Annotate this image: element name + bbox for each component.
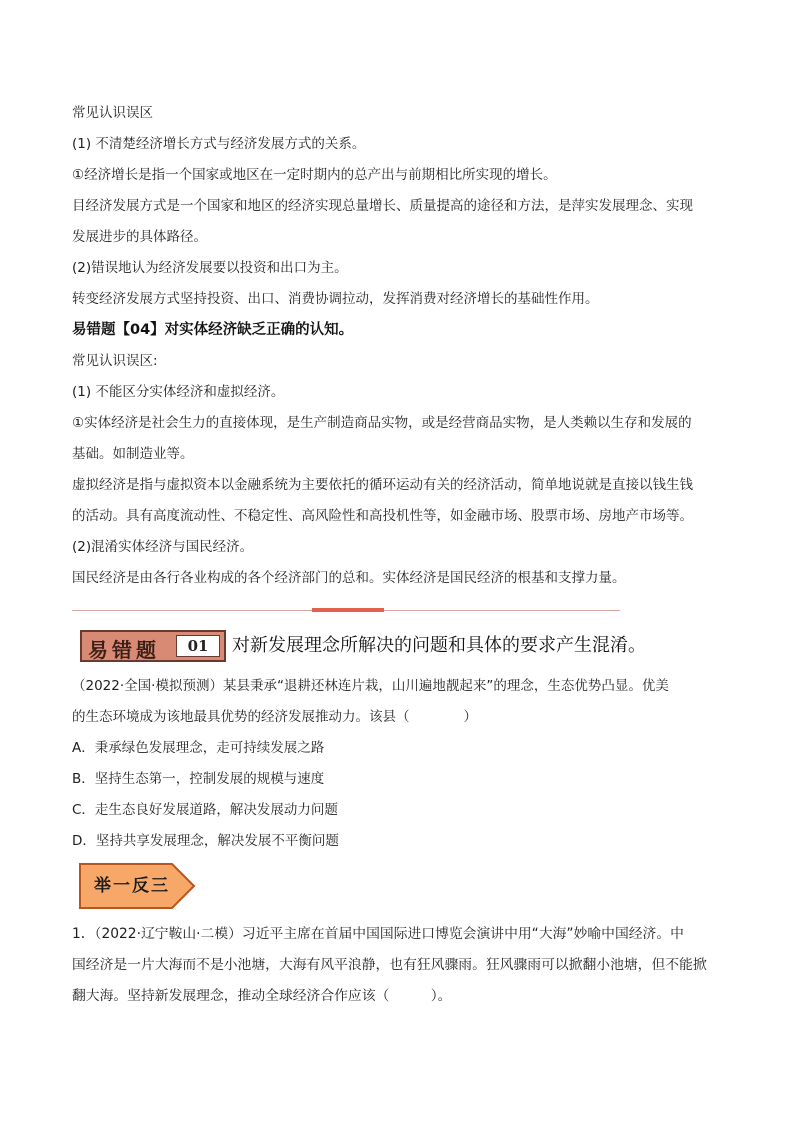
option-c: C．走生态良好发展道路，解决发展动力问题 [72,802,338,818]
practice-question-1a: 1．（2022·辽宁鞍山·二模）习近平主席在首届中国国际进口博览会演讲中用“大海”妙喻中国经济。中 [72,926,684,942]
section1-paragraph-3a: 目经济发展方式是一个国家和地区的经济实现总量增长、质量提高的途径和方法，是萍实发展理念、实现 [72,198,693,214]
question-stem-a: （2022·全国·模拟预测）某县秉承“退耕还林连片栽，山川遍地靓起来”的理念，生态优势凸显。优美 [72,678,669,694]
option-d: D．坚持共享发展理念，解决发展不平衡问题 [72,833,339,849]
section2-paragraph-3a: 虚拟经济是指与虚拟资本以金融系统为主要依托的循环运动有关的经济活动，简单地说就是直接以钱生钱 [72,477,693,493]
practice-question-1b: 国经济是一片大海而不是小池塘，大海有风平浪静，也有狂风骤雨。狂风骤雨可以掀翻小池塘，但不能掀 [72,957,707,973]
section2-point-2: (2)混淆实体经济与国民经济。 [72,539,254,555]
section2-title: 易错题【04】对实体经济缺乏正确的认知。 [72,322,354,338]
section1-point-1: (1) 不清楚经济增长方式与经济发展方式的关系。 [72,136,366,152]
section1-paragraph-3b: 发展进步的具体路径。 [72,229,207,245]
section2-point-1: (1) 不能区分实体经济和虚拟经济。 [72,384,285,400]
banner-number: 01 [176,635,220,657]
banner-label: 易错题 [88,638,160,662]
question-stem-b: 的生态环境成为该地最具优势的经济发展推动力。该县（ ） [72,709,477,725]
error-topic-banner [80,630,226,662]
section1-point-2: (2)错误地认为经济发展要以投资和出口为主。 [72,260,348,276]
section1-heading: 常见认识误区 [72,105,153,121]
option-a: A．秉承绿色发展理念，走可持续发展之路 [72,740,325,756]
section1-paragraph-5: 转变经济发展方式坚持投资、出口、消费协调拉动，发挥消费对经济增长的基础性作用。 [72,291,599,307]
section2-paragraph-2a: ①实体经济是社会生力的直接体现，是生产制造商品实物，或是经营商品实物，是人类赖以生存和发展的 [72,415,692,431]
option-b: B．坚持生态第一，控制发展的规模与速度 [72,771,325,787]
section2-paragraph-5: 国民经济是由各行各业构成的各个经济部门的总和。实体经济是国民经济的根基和支撑力量。 [72,570,626,586]
practice-badge-label: 举一反三 [94,876,170,896]
section2-paragraph-2b: 基础。如制造业等。 [72,446,194,462]
section2-heading: 常见认识误区: [72,353,158,369]
section2-paragraph-3b: 的活动。具有高度流动性、不稳定性、高风险性和高投机性等，如金融市场、股票市场、房地产市场等。 [72,508,693,524]
section1-paragraph-2: ①经济增长是指一个国家或地区在一定时期内的总产出与前期相比所实现的增长。 [72,167,557,183]
section-divider-accent [312,608,384,612]
practice-question-1c: 翻大海。坚持新发展理念，推动全球经济合作应该（ ）。 [72,988,452,1004]
banner-heading: 对新发展理念所解决的问题和具体的要求产生混淆。 [232,635,646,656]
